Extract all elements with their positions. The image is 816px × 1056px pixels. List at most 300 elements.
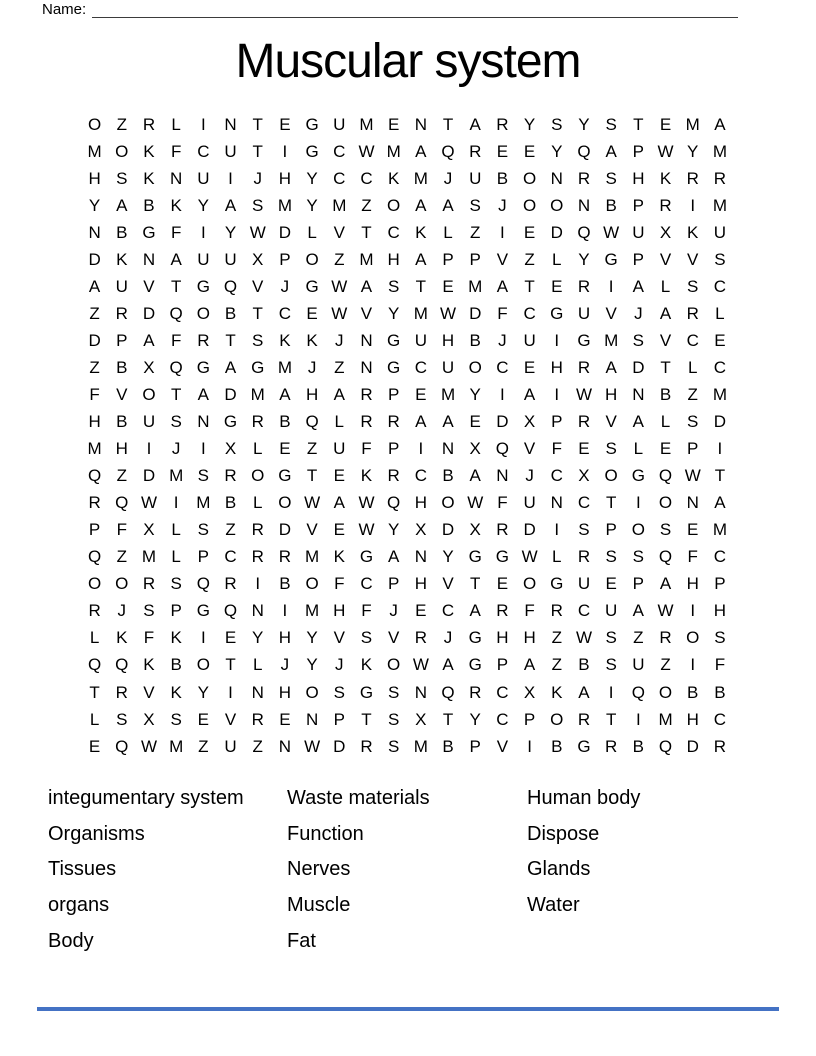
grid-letter: U (333, 439, 346, 459)
grid-letter: W (575, 384, 592, 404)
grid-letter: X (415, 520, 427, 540)
word-item: integumentary system (48, 787, 244, 809)
grid-letter: B (659, 384, 672, 404)
grid-letter: L (171, 547, 181, 567)
grid-letter: T (89, 682, 100, 702)
grid-letter: N (550, 168, 563, 188)
grid-letter: G (278, 466, 292, 486)
grid-letter: B (170, 655, 182, 675)
grid-letter: R (659, 628, 672, 648)
grid-letter: R (115, 682, 128, 702)
grid-letter: A (360, 276, 373, 296)
grid-letter: G (305, 141, 319, 161)
grid-letter: T (442, 709, 454, 729)
grid-letter: C (333, 168, 346, 188)
word-item: Nerves (287, 858, 351, 881)
grid-letter: Q (169, 357, 183, 377)
grid-letter: U (632, 655, 645, 675)
grid-letter: B (496, 168, 509, 188)
grid-letter: F (497, 493, 508, 513)
grid-letter: I (418, 439, 424, 459)
grid-letter: I (200, 628, 206, 648)
grid-letter: L (552, 249, 562, 269)
grid-letter: S (170, 709, 182, 729)
grid-letter: V (496, 249, 509, 269)
grid-letter: H (333, 601, 346, 621)
grid-letter: T (306, 466, 318, 486)
grid-letter: I (527, 736, 532, 756)
grid-letter: F (714, 655, 726, 675)
grid-letter: P (632, 249, 645, 269)
grid-letter: Q (223, 601, 238, 621)
grid-letter: E (659, 114, 672, 134)
grid-letter: V (333, 628, 345, 648)
grid-letter: U (224, 141, 237, 161)
grid-letter: I (173, 493, 179, 513)
grid-letter: A (605, 141, 617, 161)
grid-letter: I (255, 574, 261, 594)
grid-letter: Q (441, 141, 455, 161)
grid-letter: G (305, 276, 319, 296)
grid-letter: V (143, 276, 155, 296)
grid-letter: H (115, 439, 128, 459)
grid-letter: B (442, 736, 454, 756)
grid-letter: G (196, 601, 210, 621)
grid-letter: M (413, 168, 428, 188)
grid-letter: S (387, 682, 400, 702)
grid-letter: F (89, 384, 100, 404)
grid-letter: Q (115, 655, 129, 675)
grid-letter: V (360, 303, 373, 323)
grid-letter: V (442, 574, 454, 594)
grid-letter: F (170, 330, 182, 350)
grid-letter: O (115, 574, 129, 594)
grid-letter: H (414, 493, 427, 513)
grid-letter: A (496, 276, 509, 296)
grid-letter: P (88, 520, 101, 540)
grid-letter: A (523, 655, 536, 675)
grid-letter: M (712, 195, 727, 215)
grid-letter: F (334, 574, 345, 594)
grid-letter: V (116, 384, 128, 404)
grid-letter: W (358, 520, 375, 540)
grid-letter: R (88, 601, 101, 621)
grid-letter: S (387, 276, 400, 296)
grid-letter: V (252, 276, 264, 296)
grid-letter: A (469, 114, 481, 134)
grid-letter: L (660, 412, 671, 432)
grid-letter: P (333, 709, 345, 729)
grid-letter: J (335, 655, 344, 675)
grid-letter: P (605, 520, 617, 540)
grid-letter: K (116, 249, 128, 269)
grid-letter: D (441, 520, 455, 540)
grid-letter: P (387, 574, 400, 594)
grid-letter: N (441, 439, 455, 459)
word-item: Water (527, 894, 580, 917)
grid-letter: I (200, 114, 206, 134)
grid-letter: W (575, 628, 592, 648)
grid-letter: D (550, 222, 563, 242)
grid-letter: C (523, 303, 536, 323)
grid-letter: C (414, 357, 427, 377)
grid-letter: Z (89, 303, 100, 323)
grid-letter: R (469, 682, 482, 702)
grid-letter: R (577, 168, 591, 188)
grid-letter: T (442, 114, 454, 134)
grid-letter: P (387, 439, 400, 459)
grid-letter: U (523, 493, 536, 513)
grid-letter: H (496, 628, 509, 648)
grid-letter: C (577, 493, 591, 513)
grid-letter: M (305, 601, 320, 621)
grid-letter: Y (387, 303, 400, 323)
grid-letter: C (360, 574, 373, 594)
grid-letter: E (659, 439, 672, 459)
word-item: Muscle (287, 894, 351, 917)
grid-letter: D (469, 303, 482, 323)
grid-letter: A (469, 466, 481, 486)
grid-letter: Q (305, 412, 319, 432)
grid-letter: G (196, 357, 210, 377)
grid-letter: A (415, 249, 427, 269)
grid-letter: I (690, 601, 696, 621)
grid-letter: M (305, 547, 320, 567)
grid-letter: A (387, 547, 400, 567)
grid-letter: K (360, 655, 373, 675)
grid-letter: C (713, 276, 727, 296)
grid-letter: W (657, 601, 674, 621)
grid-letter: I (690, 195, 696, 215)
grid-letter: Y (469, 384, 481, 404)
grid-letter: G (577, 330, 591, 350)
grid-letter: G (359, 547, 374, 567)
grid-letter: W (249, 222, 266, 242)
grid-letter: E (333, 466, 345, 486)
grid-letter: O (658, 682, 673, 702)
grid-letter: Z (361, 195, 372, 215)
grid-letter: A (469, 601, 481, 621)
word-list-column (287, 781, 527, 960)
grid-letter: J (498, 195, 507, 215)
grid-letter: G (387, 357, 401, 377)
grid-letter: N (632, 384, 645, 404)
grid-letter: F (361, 439, 372, 459)
grid-letter: M (604, 330, 619, 350)
grid-letter: T (633, 114, 644, 134)
grid-letter: R (605, 736, 618, 756)
grid-letter: U (577, 574, 591, 594)
grid-letter: R (142, 114, 156, 134)
grid-letter: R (577, 276, 591, 296)
grid-letter: J (171, 439, 181, 459)
grid-letter: F (170, 222, 182, 242)
grid-letter: V (659, 330, 672, 350)
grid-letter: A (333, 384, 345, 404)
grid-letter: O (251, 466, 265, 486)
grid-letter: A (170, 249, 182, 269)
grid-letter: M (413, 736, 428, 756)
grid-letter: Q (223, 276, 238, 296)
grid-letter: M (359, 249, 374, 269)
grid-letter: C (496, 682, 509, 702)
grid-letter: B (551, 736, 563, 756)
word-item: Fat (287, 929, 316, 952)
grid-letter: E (523, 357, 536, 377)
grid-letter: U (441, 357, 455, 377)
grid-letter: T (361, 709, 372, 729)
grid-letter: M (332, 195, 347, 215)
grid-letter: E (306, 303, 318, 323)
grid-letter: U (197, 249, 210, 269)
grid-letter: O (305, 249, 319, 269)
grid-letter: E (333, 520, 345, 540)
grid-letter: T (170, 384, 182, 404)
grid-letter: C (713, 547, 727, 567)
grid-letter: Z (89, 357, 100, 377)
grid-letter: K (143, 141, 155, 161)
grid-letter: Q (87, 547, 102, 567)
grid-letter: R (197, 330, 210, 350)
grid-letter: J (335, 330, 344, 350)
grid-letter: V (143, 682, 155, 702)
grid-letter: T (415, 276, 427, 296)
grid-letter: N (224, 114, 237, 134)
grid-letter: W (304, 493, 321, 513)
grid-letter: R (496, 114, 509, 134)
grid-letter: X (252, 249, 264, 269)
grid-letter: O (305, 574, 319, 594)
grid-letter: A (442, 655, 454, 675)
grid-letter: V (496, 736, 509, 756)
grid-letter: S (605, 628, 617, 648)
grid-letter: Y (252, 628, 264, 648)
grid-letter: K (170, 682, 182, 702)
grid-letter: R (577, 547, 591, 567)
grid-letter: V (387, 628, 400, 648)
grid-letter: P (116, 330, 128, 350)
grid-letter: C (278, 303, 292, 323)
wordsearch-grid (81, 111, 734, 760)
grid-letter: H (550, 357, 563, 377)
grid-letter: B (279, 574, 291, 594)
grid-letter: N (278, 736, 292, 756)
grid-letter: R (469, 141, 482, 161)
grid-letter: Q (87, 655, 102, 675)
word-item: Tissues (48, 858, 117, 881)
grid-letter: Z (225, 520, 236, 540)
word-item: Human body (527, 787, 641, 809)
name-row (42, 2, 738, 18)
grid-letter: O (387, 655, 401, 675)
grid-letter: A (333, 493, 345, 513)
grid-letter: I (635, 709, 641, 729)
grid-letter: H (686, 709, 699, 729)
grid-letter: U (115, 276, 128, 296)
grid-letter: Y (687, 141, 699, 161)
grid-letter: F (551, 439, 562, 459)
grid-letter: G (604, 249, 618, 269)
grid-letter: T (524, 276, 535, 296)
grid-letter: U (713, 222, 727, 242)
grid-letter: K (360, 466, 373, 486)
grid-letter: S (387, 736, 400, 756)
grid-letter: O (87, 114, 102, 134)
grid-letter: X (578, 466, 590, 486)
grid-letter: Q (115, 493, 129, 513)
grid-letter: K (687, 222, 699, 242)
grid-letter: B (469, 330, 481, 350)
grid-letter: N (305, 709, 319, 729)
grid-letter: A (224, 357, 237, 377)
grid-letter: M (277, 357, 292, 377)
grid-letter: A (605, 357, 617, 377)
grid-letter: U (577, 303, 591, 323)
grid-letter: C (496, 709, 509, 729)
grid-letter: J (525, 466, 534, 486)
grid-letter: M (440, 384, 456, 404)
grid-letter: Z (633, 628, 644, 648)
grid-letter: I (608, 276, 614, 296)
grid-letter: I (717, 439, 723, 459)
grid-letter: I (282, 141, 288, 161)
grid-letter: M (468, 276, 483, 296)
grid-letter: U (142, 412, 156, 432)
grid-letter: S (659, 520, 672, 540)
grid-letter: S (360, 628, 373, 648)
grid-letter: G (387, 330, 401, 350)
grid-letter: Z (687, 384, 698, 404)
grid-letter: D (278, 222, 292, 242)
grid-letter: S (687, 276, 699, 296)
grid-letter: R (115, 303, 128, 323)
grid-letter: A (632, 276, 645, 296)
grid-letter: M (277, 195, 292, 215)
grid-letter: P (551, 412, 563, 432)
grid-letter: T (605, 709, 617, 729)
grid-letter: X (659, 222, 672, 242)
grid-letter: G (550, 303, 564, 323)
grid-letter: B (279, 412, 291, 432)
grid-letter: R (713, 168, 727, 188)
grid-letter: N (360, 357, 373, 377)
grid-letter: P (469, 249, 481, 269)
grid-letter: G (631, 466, 645, 486)
grid-letter: O (550, 709, 564, 729)
grid-letter: S (632, 547, 645, 567)
grid-letter: L (660, 276, 671, 296)
grid-letter: F (143, 628, 155, 648)
grid-letter: X (224, 439, 237, 459)
grid-letter: T (660, 357, 671, 377)
grid-letter: S (387, 709, 400, 729)
grid-letter: P (469, 736, 481, 756)
grid-letter: E (469, 412, 481, 432)
grid-letter: W (331, 276, 348, 296)
grid-letter: R (251, 520, 264, 540)
grid-letter: Q (87, 466, 102, 486)
grid-letter: Z (660, 655, 671, 675)
grid-letter: E (523, 222, 536, 242)
grid-letter: Y (306, 195, 318, 215)
grid-letter: E (605, 574, 617, 594)
word-item: Body (48, 929, 94, 952)
grid-letter: L (687, 357, 698, 377)
grid-letter: E (224, 628, 237, 648)
grid-letter: M (87, 141, 102, 161)
grid-letter: Q (658, 736, 673, 756)
grid-letter: O (658, 493, 673, 513)
grid-letter: Z (334, 357, 345, 377)
grid-letter: C (333, 141, 346, 161)
grid-letter: A (632, 601, 645, 621)
grid-letter: V (605, 303, 617, 323)
grid-letter: T (470, 574, 481, 594)
grid-letter: Y (306, 628, 318, 648)
grid-letter: M (685, 114, 700, 134)
grid-letter: K (333, 547, 345, 567)
grid-letter: W (331, 303, 348, 323)
grid-letter: R (251, 709, 264, 729)
grid-letter: L (252, 655, 263, 675)
grid-letter: H (523, 628, 536, 648)
grid-letter: F (170, 141, 182, 161)
grid-letter: Y (197, 682, 210, 702)
grid-letter: B (116, 222, 128, 242)
grid-letter: O (87, 574, 102, 594)
grid-letter: I (200, 439, 206, 459)
grid-letter: S (252, 330, 264, 350)
grid-letter: Q (577, 222, 591, 242)
grid-letter: S (551, 114, 563, 134)
word-item: organs (48, 894, 110, 917)
grid-letter: C (550, 466, 563, 486)
grid-letter: C (441, 601, 455, 621)
grid-letter: I (200, 222, 206, 242)
grid-letter: G (468, 655, 482, 675)
grid-letter: D (88, 249, 101, 269)
grid-letter: L (334, 412, 345, 432)
grid-letter: U (224, 736, 237, 756)
grid-letter: E (551, 276, 563, 296)
grid-letter: U (523, 330, 536, 350)
grid-letter: S (687, 412, 699, 432)
grid-letter: Z (551, 655, 562, 675)
grid-letter: R (278, 547, 292, 567)
grid-letter: O (631, 520, 645, 540)
grid-letter: E (279, 114, 291, 134)
grid-letter: W (358, 141, 375, 161)
grid-letter: R (577, 412, 591, 432)
grid-letter: F (524, 601, 535, 621)
grid-letter: O (686, 628, 700, 648)
grid-letter: N (414, 682, 427, 702)
grid-letter: I (690, 655, 696, 675)
grid-letter: D (523, 520, 536, 540)
grid-letter: J (307, 357, 317, 377)
grid-letter: E (687, 520, 699, 540)
grid-letter: D (496, 412, 509, 432)
grid-letter: C (197, 141, 210, 161)
grid-letter: G (305, 114, 319, 134)
grid-letter: M (196, 493, 211, 513)
grid-letter: P (687, 439, 699, 459)
grid-letter: Z (252, 736, 263, 756)
grid-letter: W (467, 493, 484, 513)
name-fill-in-line (92, 2, 738, 18)
grid-letter: L (443, 222, 453, 242)
grid-letter: S (605, 547, 617, 567)
